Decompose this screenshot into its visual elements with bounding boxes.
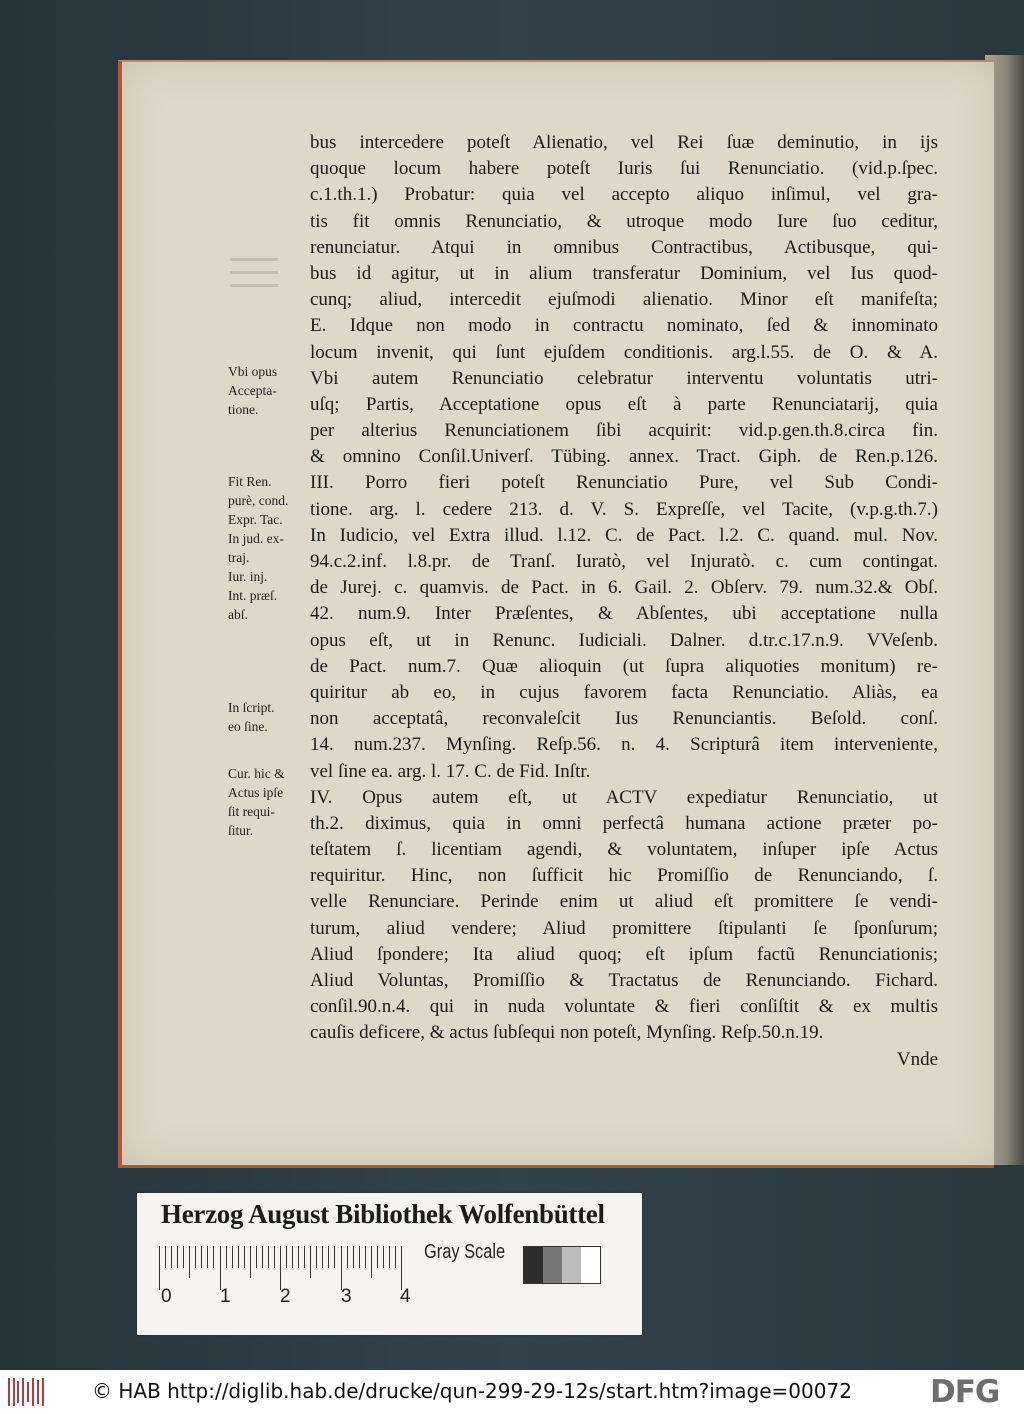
ruler-tick	[322, 1246, 323, 1268]
ruler-tick	[201, 1246, 202, 1268]
ruler-tick	[383, 1246, 384, 1268]
margin-note-scripto	[228, 698, 320, 736]
scale-number: 1	[220, 1286, 231, 1307]
ruler-tick	[389, 1246, 390, 1268]
ruler-tick	[183, 1246, 184, 1268]
text-line: renunciatur. Atqui in omnibus Contractibus, Actibusque, qui-	[310, 236, 938, 258]
scale-number: 3	[341, 1286, 352, 1307]
text-line: vel ſine ea. arg. l. 17. C. de Fid. Inſtr.	[310, 760, 591, 782]
margin-line: In ſcript.	[228, 700, 275, 715]
text-line: In Iudicio, vel Extra illud. l.12. C. de Pact. l.2. C. quand. mul. Nov.	[310, 524, 938, 546]
margin-line: ſitur.	[228, 823, 254, 838]
text-line: IV. Opus autem eſt, ut ACTV expediatur Renunciatio, ut	[310, 786, 938, 808]
text-line: uſq; Partis, Acceptatione opus eſt à parte Renunciatarij, quia	[310, 393, 938, 415]
ruler-tick	[286, 1246, 287, 1268]
bleed-through-marks	[230, 248, 290, 298]
ruler-tick	[244, 1246, 245, 1268]
text-line: quoque locum habere poteſt Iuris ſui Renunciatio. (vid.p.ſpec.	[310, 158, 938, 180]
text-line: non acceptatâ, reconvaleſcit Ius Renunciantis. Beſold. conſ.	[310, 708, 938, 730]
ruler-tick	[213, 1246, 214, 1268]
text-line: III. Porro fieri poteſt Renunciatio Pure, vel Sub Condi-	[310, 472, 938, 494]
text-line: teſtatem ſ. licentiam agendi, & voluntatem, inſuper ipſe Actus	[310, 839, 938, 861]
margin-line: Expr. Tac.	[228, 512, 283, 527]
gray-swatch	[543, 1247, 562, 1283]
centimeter-ruler	[159, 1246, 419, 1290]
margin-line: Vbi opus	[228, 364, 278, 379]
margin-line: eo ſine.	[228, 719, 268, 734]
ruler-tick	[341, 1246, 342, 1290]
text-line: opus eſt, ut in Renunc. Iudiciali. Dalner. d.tr.c.17.n.9. VVeſenb.	[310, 629, 938, 651]
text-line: bus id agitur, ut in alium transferatur Dominium, vel Ius quod-	[310, 262, 938, 284]
ruler-tick	[395, 1246, 396, 1268]
text-line: per alterius Renunciationem ſibi acquirit: vid.p.gen.th.8.circa fin.	[310, 420, 938, 442]
margin-line: abſ.	[228, 607, 248, 622]
ruler-tick	[274, 1246, 275, 1268]
ruler-tick	[377, 1246, 378, 1268]
ruler-tick	[268, 1246, 269, 1268]
text-line: turum, aliud vendere; Aliud promittere ſtipulanti ſe ſponſurum;	[310, 917, 938, 939]
ruler-tick	[165, 1246, 166, 1268]
copyright-url[interactable]: © HAB http://diglib.hab.de/drucke/qun-299-29-12s/start.htm?image=00072	[92, 1379, 852, 1403]
text-line: 42. num.9. Inter Præſentes, & Abſentes, ubi acceptatione nulla	[310, 603, 938, 625]
margin-note-modi	[228, 472, 320, 624]
ruler-tick	[365, 1246, 366, 1268]
ruler-tick	[189, 1246, 190, 1278]
text-line: Vnde	[896, 1048, 938, 1070]
text-line: Aliud ſpondere; Ita aliud quoq; eſt ipſum factũ Renunciationis;	[310, 943, 938, 965]
margin-line: tione.	[228, 402, 259, 417]
ruler-tick	[359, 1246, 360, 1268]
ruler-tick	[262, 1246, 263, 1268]
ruler-tick	[304, 1246, 305, 1268]
ruler-tick	[334, 1246, 335, 1268]
text-line: 94.c.2.inf. l.8.pr. de Tranſ. Iuratò, vel Injuratò. c. cum contingat.	[310, 551, 938, 572]
gray-swatch	[562, 1247, 581, 1283]
ruler-tick	[256, 1246, 257, 1268]
margin-line: Int. præſ.	[228, 588, 278, 603]
text-line: de Pact. num.7. Quæ alioquin (ut ſupra aliquoties monitum) re-	[310, 655, 938, 677]
main-text-block	[310, 130, 938, 1073]
text-line: bus intercedere poteſt Alienatio, vel Rei ſuæ deminutio, in ijs	[310, 132, 938, 153]
library-scale-card	[137, 1193, 642, 1335]
ruler-tick	[401, 1246, 402, 1290]
dfg-logo: DFG	[930, 1374, 1000, 1410]
ruler-tick	[310, 1246, 311, 1278]
margin-line: In jud. ex-	[228, 531, 284, 546]
ruler-tick	[250, 1246, 251, 1278]
margin-note-actus	[228, 764, 320, 840]
ruler-tick	[347, 1246, 348, 1268]
ruler-tick	[195, 1246, 196, 1268]
ruler-tick	[220, 1246, 221, 1290]
ruler-tick	[316, 1246, 317, 1268]
text-line: c.1.th.1.) Probatur: quia vel accepto aliquo inſimul, vel gra-	[310, 184, 938, 206]
text-line: conſil.90.n.4. qui in nuda voluntate & fieri conſiſtit & ex multis	[310, 996, 938, 1018]
text-line: tione. arg. l. cedere 213. d. V. S. Expreſſe, vel Tacite, (v.p.g.th.7.)	[310, 498, 938, 520]
ruler-tick	[280, 1246, 281, 1290]
margin-line: Actus ipſe	[228, 785, 284, 800]
ruler-tick	[232, 1246, 233, 1268]
text-line: cauſis deficere, & actus ſubſequi non poteſt, Mynſing. Reſp.50.n.19.	[310, 1022, 824, 1044]
scale-number: 4	[400, 1286, 411, 1307]
text-line: 14. num.237. Mynſing. Reſp.56. n. 4. Scripturâ item interveniente,	[310, 734, 938, 756]
gray-scale-label: Gray Scale	[424, 1241, 506, 1263]
gray-scale-swatches	[523, 1246, 601, 1284]
margin-line: Iur. inj.	[228, 569, 268, 584]
scale-number: 0	[161, 1286, 172, 1307]
margin-line: Fit Ren.	[228, 474, 272, 489]
ruler-tick	[159, 1246, 160, 1290]
text-line: velle Renunciare. Perinde enim ut aliud eſt promittere ſe vendi-	[310, 891, 938, 913]
ruler-tick	[371, 1246, 372, 1278]
margin-line: Accepta-	[228, 383, 277, 398]
hab-barcode-logo-icon	[8, 1378, 48, 1406]
text-line: cunq; aliud, intercedit ejuſmodi alienatio. Minor eſt manifeſta;	[310, 289, 938, 311]
ruler-tick	[226, 1246, 227, 1268]
ruler-tick	[328, 1246, 329, 1268]
ruler-tick	[298, 1246, 299, 1268]
margin-line: traj.	[228, 550, 250, 565]
library-name: Herzog August Bibliothek Wolfenbüttel	[161, 1199, 605, 1229]
text-line: E. Idque non modo in contractu nominato, ſed & innominato	[310, 315, 938, 337]
gray-swatch	[581, 1247, 600, 1283]
ruler-tick	[292, 1246, 293, 1268]
ruler-tick	[238, 1246, 239, 1268]
gray-swatch	[524, 1247, 543, 1283]
margin-line: ſit requi-	[228, 804, 275, 819]
text-line: Vbi autem Renunciatio celebratur interventu voluntatis utri-	[310, 367, 938, 389]
footer-bar	[0, 1370, 1024, 1414]
text-line: & omnino Conſil.Univerſ. Tübing. annex. Tract. Giph. de Ren.p.126.	[310, 446, 938, 468]
ruler-tick	[353, 1246, 354, 1268]
ruler-tick	[207, 1246, 208, 1268]
ruler-tick	[177, 1246, 178, 1268]
scale-number: 2	[280, 1286, 291, 1307]
text-line: requiritur. Hinc, non ſufficit hic Promiſſio de Renunciando, ſ.	[310, 865, 938, 887]
ruler-tick	[171, 1246, 172, 1268]
text-line: th.2. diximus, quia in omni perfectâ humana actione præter po-	[310, 812, 938, 834]
text-line: locum invenit, qui ſunt ejuſdem conditionis. arg.l.55. de O. & A.	[310, 341, 938, 363]
text-line: de Jurej. c. quamvis. de Pact. in 6. Gail. 2. Obſerv. 79. num.32.& Obſ.	[310, 577, 938, 599]
margin-note-acceptatione	[228, 362, 320, 419]
margin-line: purè, cond.	[228, 493, 289, 508]
text-line: Aliud Voluntas, Promiſſio & Tractatus de Renunciando. Fichard.	[310, 970, 938, 991]
text-line: quiritur ab eo, in cujus favorem facta Renunciatio. Aliàs, ea	[310, 681, 938, 703]
text-line: tis fit omnis Renunciatio, & utroque modo Iure ſuo ceditur,	[310, 210, 938, 232]
margin-line: Cur. hic &	[228, 766, 285, 781]
